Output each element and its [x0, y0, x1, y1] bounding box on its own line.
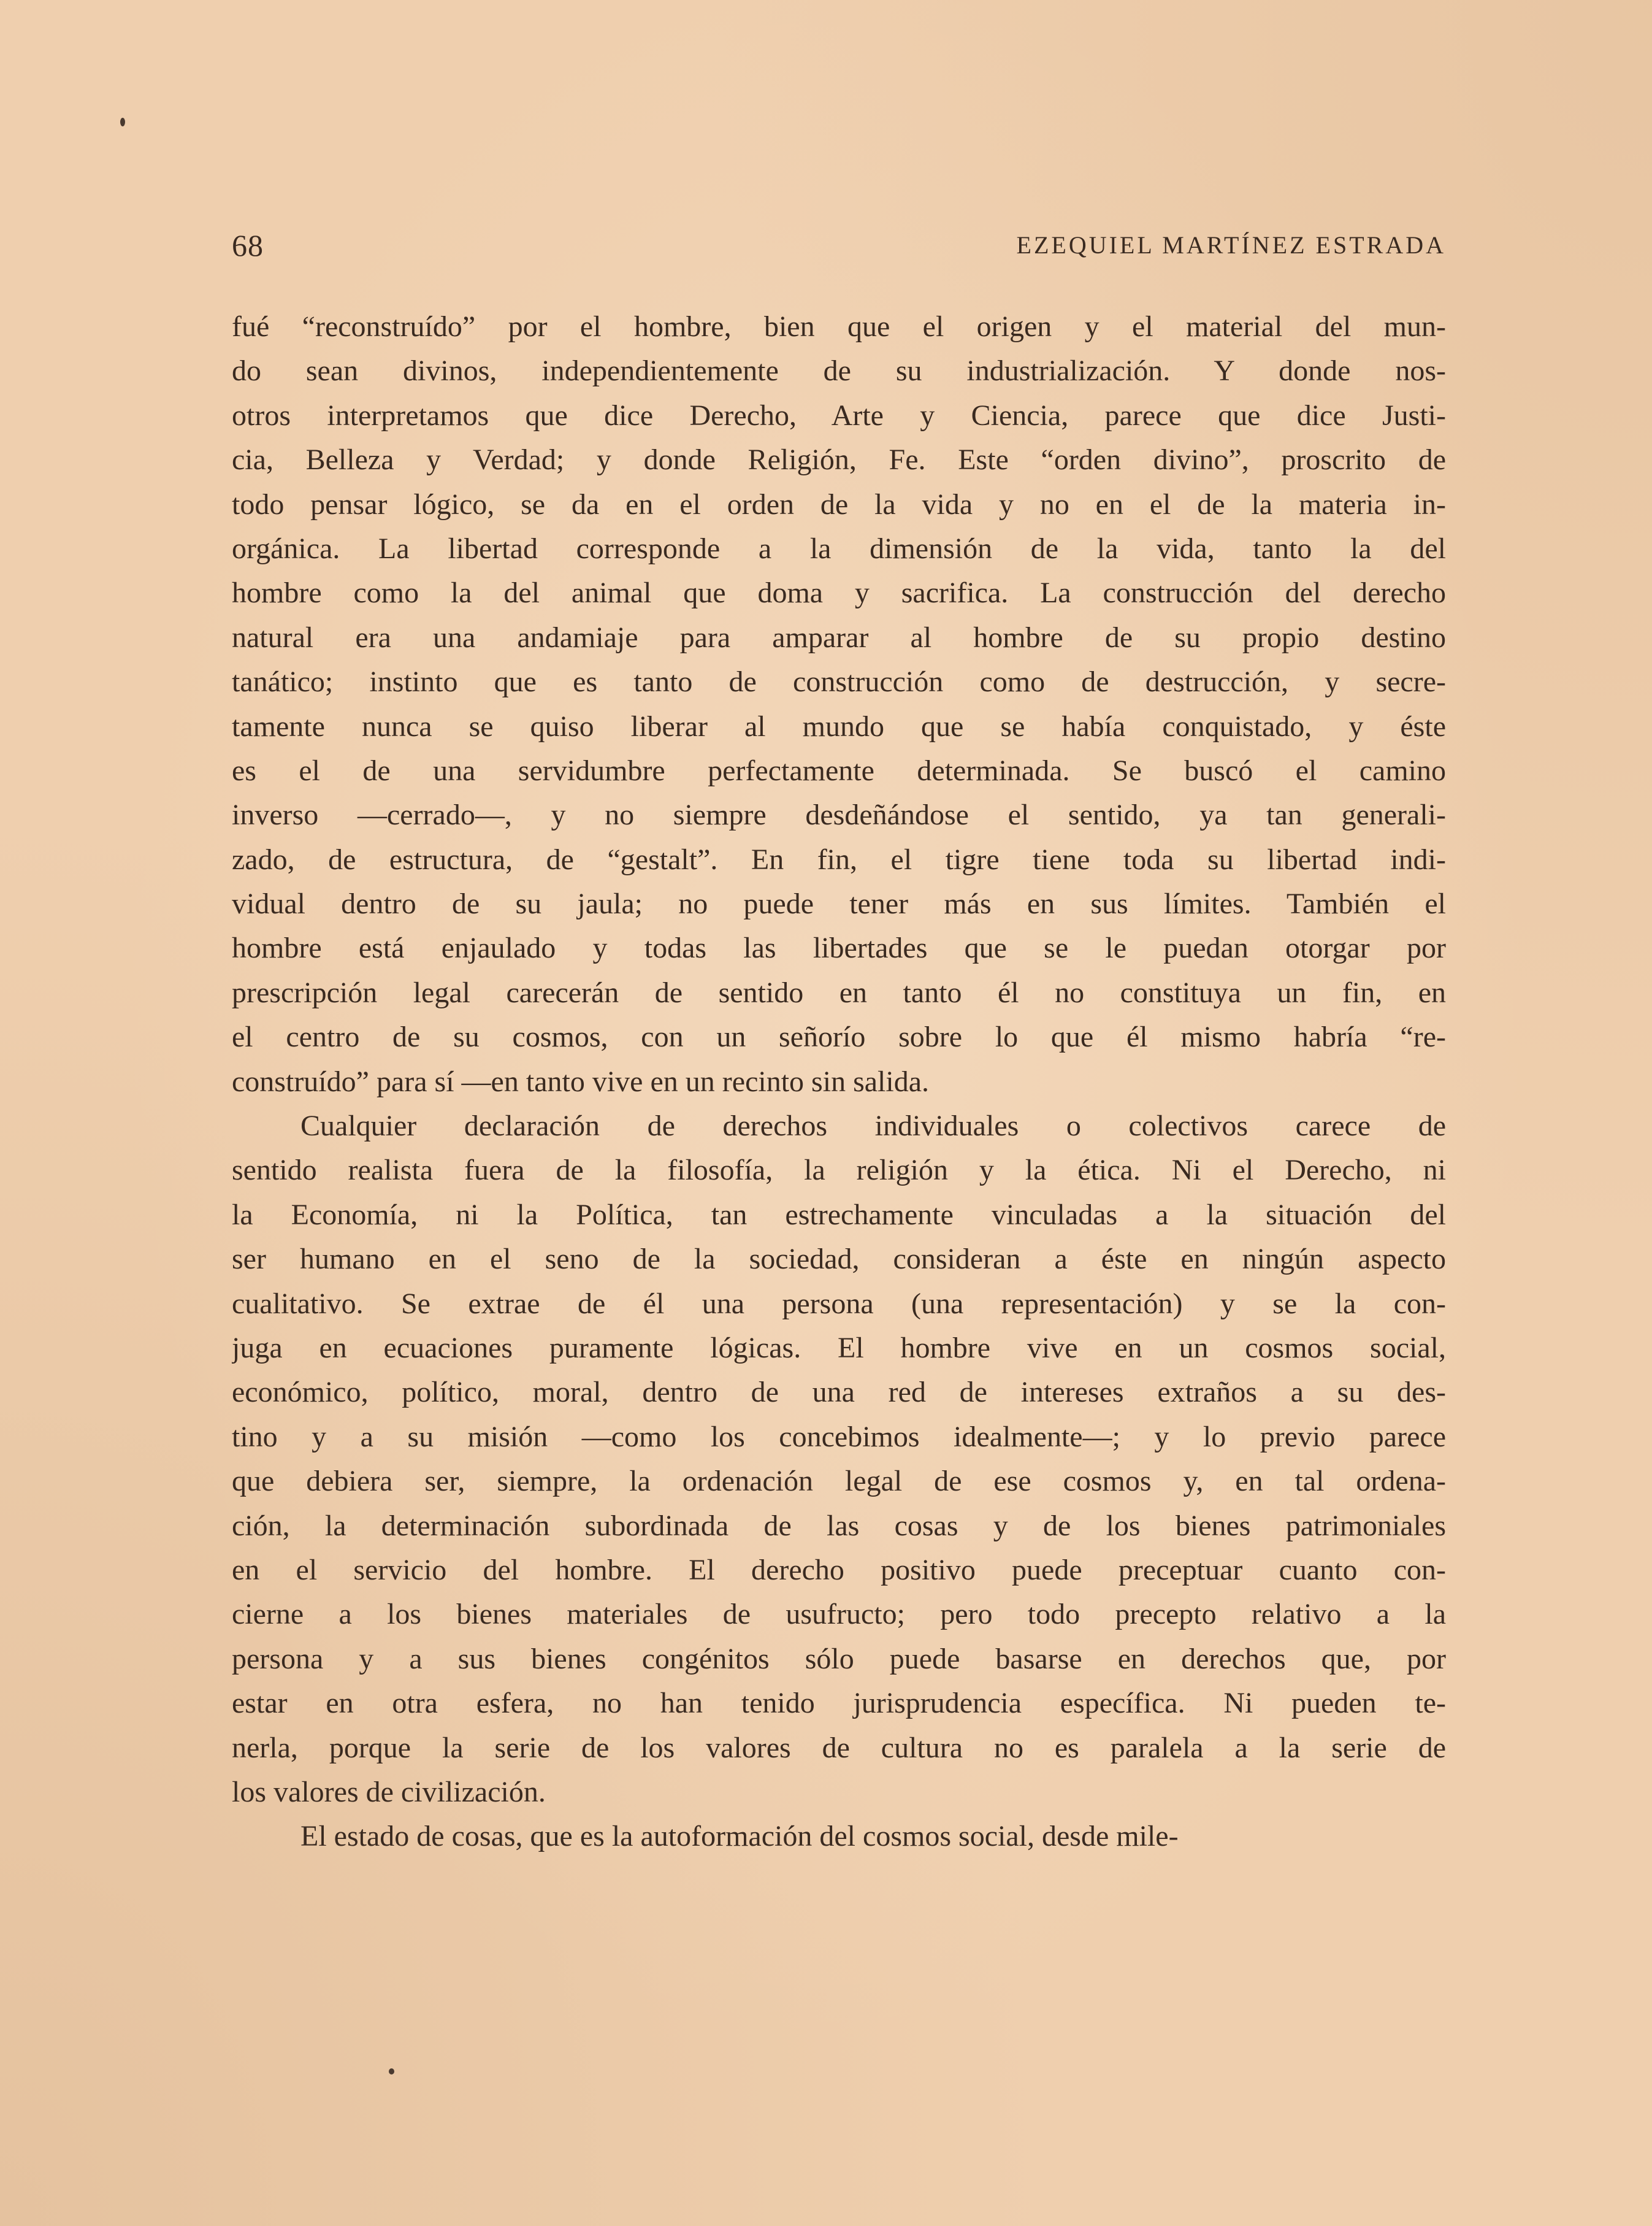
text-line: El estado de cosas, que es la autoformación del cosmos social, desde mile-	[300, 1820, 1179, 1853]
text-line: construído” para sí —en tanto vive en un recinto sin salida.	[232, 1065, 930, 1098]
running-title: EZEQUIEL MARTÍNEZ ESTRADA	[1016, 231, 1446, 259]
body-text	[232, 305, 1446, 1859]
page-number: 68	[232, 228, 264, 263]
text-line: juga en ecuaciones puramente lógicas. El hombre vive en un cosmos social,	[232, 1331, 1446, 1364]
text-line: ción, la determinación subordinada de las cosas y de los bienes patrimoniales	[232, 1509, 1446, 1542]
text-line: fué “reconstruído” por el hombre, bien que el origen y el material del mun-	[232, 310, 1446, 343]
text-line: estar en otra esfera, no han tenido jurisprudencia específica. Ni pueden te-	[232, 1687, 1446, 1720]
paragraph	[232, 305, 1446, 1104]
text-line: prescripción legal carecerán de sentido en tanto él no constituya un fin, en	[232, 976, 1446, 1009]
running-head	[232, 221, 1446, 270]
text-line: vidual dentro de su jaula; no puede tener más en sus límites. También el	[232, 888, 1446, 921]
ink-speck	[120, 118, 125, 126]
text-line: tanático; instinto que es tanto de construcción como de destrucción, y secre-	[232, 666, 1446, 699]
text-line: es el de una servidumbre perfectamente determinada. Se buscó el camino	[232, 754, 1446, 787]
text-line: natural era una andamiaje para amparar al hombre de su propio destino	[232, 621, 1446, 654]
text-line: todo pensar lógico, se da en el orden de la vida y no en el de la materia in-	[232, 488, 1446, 521]
text-line: hombre como la del animal que doma y sacrifica. La construcción del derecho	[232, 577, 1446, 610]
text-line: cualitativo. Se extrae de él una persona (una representación) y se la con-	[232, 1287, 1446, 1320]
text-line: inverso —cerrado—, y no siempre desdeñándose el sentido, ya tan generali-	[232, 799, 1446, 832]
text-line: otros interpretamos que dice Derecho, Arte y Ciencia, parece que dice Justi-	[232, 399, 1446, 432]
text-line: en el servicio del hombre. El derecho positivo puede preceptuar cuanto con-	[232, 1553, 1446, 1586]
paragraph	[232, 1814, 1446, 1859]
text-line: ser humano en el seno de la sociedad, consideran a éste en ningún aspecto	[232, 1243, 1446, 1276]
ink-speck	[389, 2068, 394, 2074]
text-line: tamente nunca se quiso liberar al mundo que se había conquistado, y éste	[232, 710, 1446, 743]
text-line: Cualquier declaración de derechos individuales o colectivos carece de	[300, 1110, 1446, 1143]
text-line: zado, de estructura, de “gestalt”. En fin, el tigre tiene toda su libertad indi-	[232, 843, 1446, 876]
text-line: do sean divinos, independientemente de su industrialización. Y donde nos-	[232, 355, 1446, 388]
text-line: los valores de civilización.	[232, 1775, 546, 1808]
text-line: cierne a los bienes materiales de usufructo; pero todo precepto relativo a la	[232, 1598, 1446, 1631]
text-line: orgánica. La libertad corresponde a la dimensión de la vida, tanto la del	[232, 532, 1446, 565]
text-line: la Economía, ni la Política, tan estrechamente vinculadas a la situación del	[232, 1198, 1446, 1231]
text-line: persona y a sus bienes congénitos sólo puede basarse en derechos que, por	[232, 1642, 1446, 1675]
text-line: tino y a su misión —como los concebimos idealmente—; y lo previo parece	[232, 1420, 1446, 1453]
text-line: el centro de su cosmos, con un señorío sobre lo que él mismo habría “re-	[232, 1021, 1446, 1054]
paragraph	[232, 1104, 1446, 1814]
text-line: nerla, porque la serie de los valores de cultura no es paralela a la serie de	[232, 1731, 1446, 1764]
text-line: hombre está enjaulado y todas las libertades que se le puedan otorgar por	[232, 932, 1446, 965]
text-line: económico, político, moral, dentro de una red de intereses extraños a su des-	[232, 1376, 1446, 1409]
text-line: sentido realista fuera de la filosofía, la religión y la ética. Ni el Derecho, ni	[232, 1154, 1446, 1187]
text-line: cia, Belleza y Verdad; y donde Religión, Fe. Este “orden divino”, proscrito de	[232, 443, 1446, 477]
text-line: que debiera ser, siempre, la ordenación legal de ese cosmos y, en tal ordena-	[232, 1465, 1446, 1498]
